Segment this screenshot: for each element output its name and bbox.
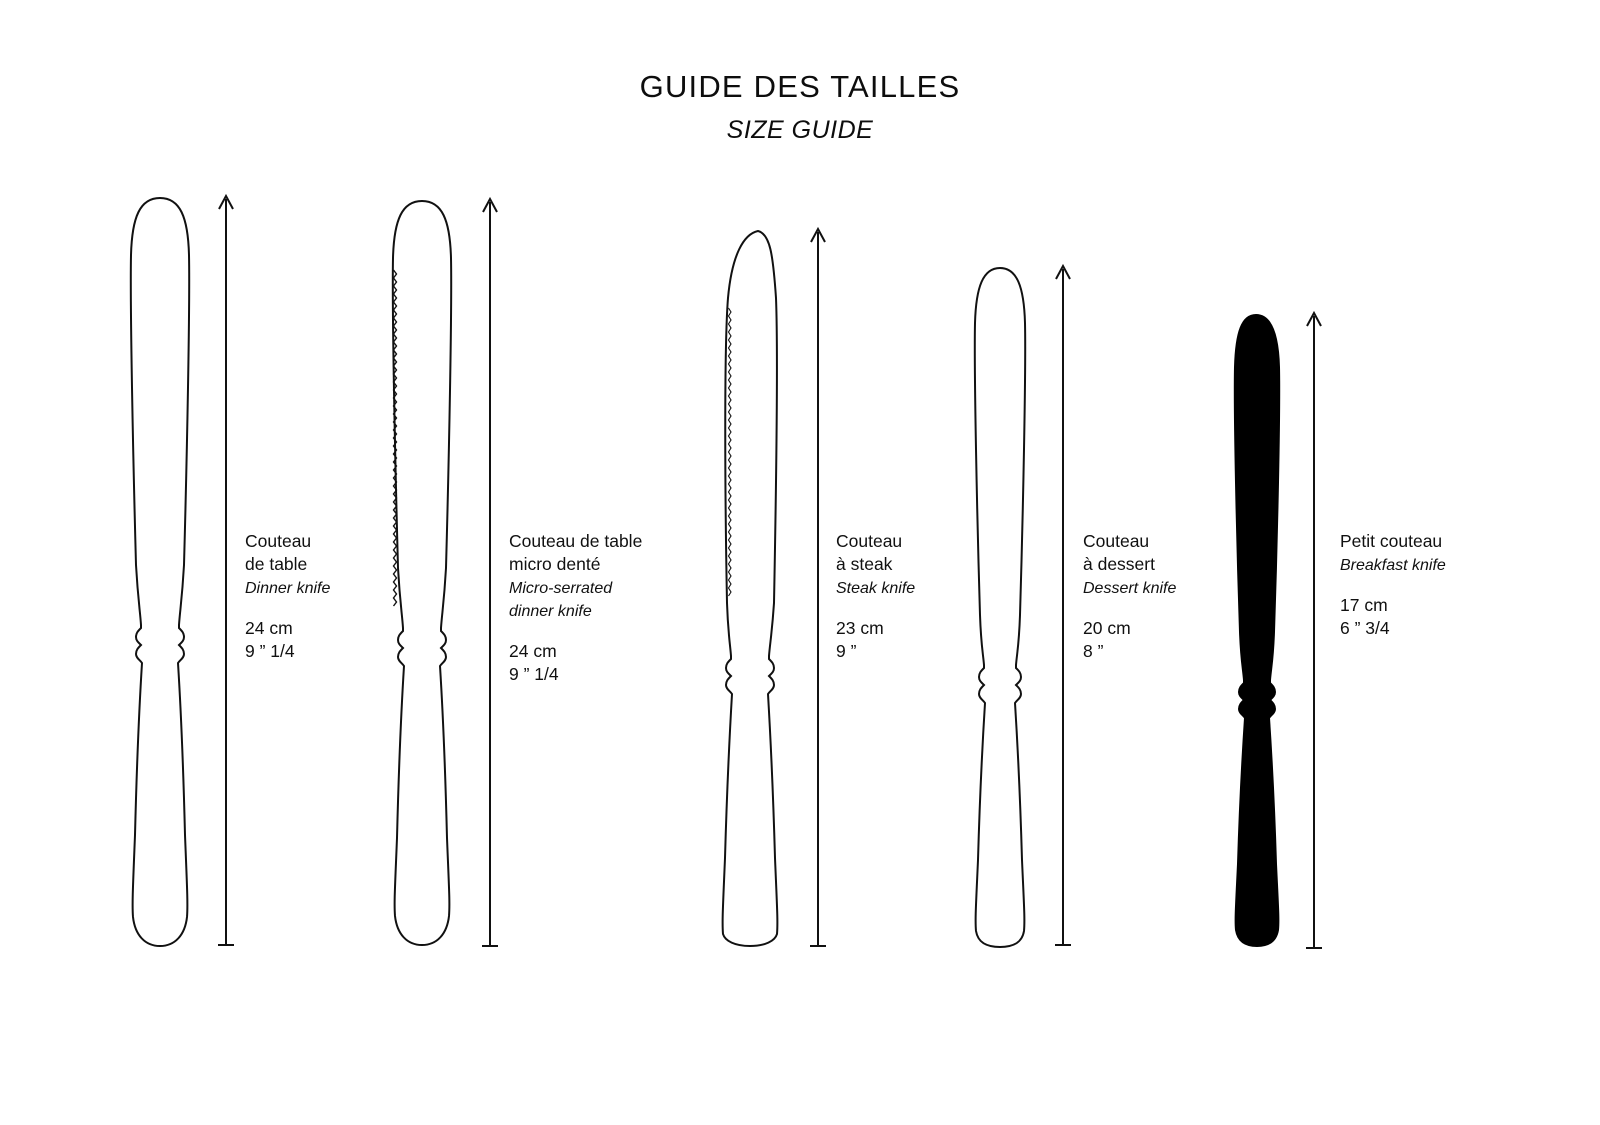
caption-size-in: 9 ” (836, 641, 857, 661)
dimension-arrow-dinner-knife (216, 193, 236, 951)
caption-size-in: 9 ” 1/4 (509, 664, 559, 684)
knife-illustration-breakfast-knife (1218, 312, 1298, 952)
knife-illustration-dessert-knife (955, 265, 1045, 950)
caption-size-cm: 20 cm (1083, 618, 1131, 638)
caption-fr-line2: micro denté (509, 554, 601, 574)
caption-size-cm: 23 cm (836, 618, 884, 638)
knife-column-dinner-knife (110, 0, 360, 1125)
caption-en-line1: Micro-serrated (509, 580, 613, 597)
caption-steak-knife (836, 530, 915, 663)
caption-fr-line2: de table (245, 554, 308, 574)
caption-en-line1: Dessert knife (1083, 580, 1177, 597)
caption-micro-serrated-dinner-knife (509, 530, 642, 686)
knife-column-micro-serrated-dinner-knife (372, 0, 643, 1125)
caption-size-cm: 24 cm (509, 641, 557, 661)
knife-illustration-micro-serrated-dinner-knife (372, 198, 472, 950)
caption-en-line1: Breakfast knife (1340, 557, 1446, 574)
knife-column-dessert-knife (955, 0, 1195, 1125)
knife-illustration-steak-knife (700, 228, 800, 950)
knife-column-breakfast-knife (1218, 0, 1518, 1125)
caption-fr-line2: à steak (836, 554, 893, 574)
caption-size-in: 9 ” 1/4 (245, 641, 295, 661)
page-title-fr: GUIDE DES TAILLES (639, 69, 961, 104)
caption-size-cm: 17 cm (1340, 595, 1388, 615)
caption-en-line1: Dinner knife (245, 580, 331, 597)
caption-fr-line1: Couteau (1083, 531, 1150, 551)
caption-en-line1: Steak knife (836, 580, 916, 597)
caption-breakfast-knife (1340, 530, 1446, 640)
caption-size-cm: 24 cm (245, 618, 293, 638)
page-title-en: SIZE GUIDE (726, 116, 874, 145)
caption-fr-line1: Couteau de table (509, 531, 643, 551)
knife-illustration-dinner-knife (110, 195, 210, 950)
dimension-arrow-dessert-knife (1053, 263, 1073, 951)
caption-dessert-knife (1083, 530, 1176, 663)
dimension-arrow-micro-serrated-dinner-knife (480, 196, 500, 952)
dimension-arrow-steak-knife (808, 226, 828, 952)
caption-fr-line1: Couteau (836, 531, 903, 551)
caption-size-in: 8 ” (1083, 641, 1104, 661)
caption-fr-line1: Petit couteau (1340, 531, 1443, 551)
caption-en-line2: dinner knife (509, 603, 592, 620)
caption-fr-line2: à dessert (1083, 554, 1155, 574)
caption-fr-line1: Couteau (245, 531, 312, 551)
caption-size-in: 6 ” 3/4 (1340, 618, 1390, 638)
caption-dinner-knife (245, 530, 330, 663)
dimension-arrow-breakfast-knife (1304, 310, 1324, 954)
knife-column-steak-knife (700, 0, 940, 1125)
